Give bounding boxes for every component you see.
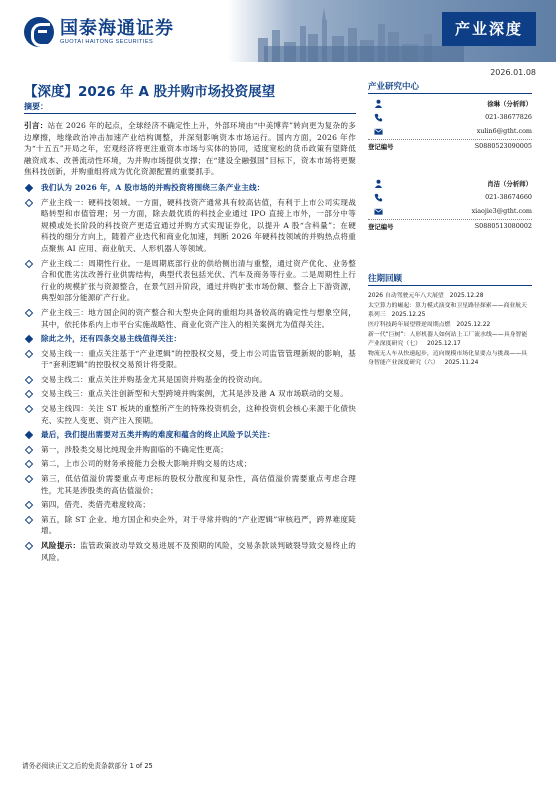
risks-heading: 最后，我们提出需要对五类并购的难度和蕴含的终止风险予以关注： bbox=[24, 429, 356, 441]
divider bbox=[24, 113, 356, 114]
divider bbox=[368, 285, 532, 286]
logo-chinese-name: 国泰海通证券 bbox=[60, 18, 174, 38]
analyst-phone: 021-38674660 bbox=[485, 193, 532, 201]
page-footer: 请务必阅读正文之后的免责条款部分 1 of 25 bbox=[22, 762, 153, 770]
past-report-item[interactable] bbox=[368, 302, 532, 320]
analyst-card bbox=[368, 178, 532, 238]
past-report-item[interactable] bbox=[368, 350, 532, 368]
past-report-date: 2025.12.17 bbox=[427, 341, 461, 347]
past-reports-list bbox=[368, 292, 532, 369]
summary-body bbox=[24, 120, 356, 563]
past-report-title: 物流无人车从快速起步，迈向规模市场化显要点与挑战——具身智能产业深度研究（六） bbox=[368, 351, 528, 366]
deal-item: 交易主线三：重点关注创新型和大型跨境并购案例，尤其是涉及港 A 双市场联动的交易。 bbox=[24, 388, 356, 400]
analyst-name: 徐琳（分析师） bbox=[487, 100, 532, 108]
past-report-title: 太空算力的崛起：算力模式演变和卫星路径探索——商业航天系列三 bbox=[368, 303, 528, 318]
theme-item: 产业主线一：硬科技领域。一方面，硬科技资产通常具有较高估值，有利于上市公司实现战略转型和市值管理；另一方面，除去最优质的科技企业通过 IPO 直接上市外，一部分中等规模或处长阶段的科技资产更适宜通过并购方式实现证券化，以提升 A 股“含科量”；在硬科技的细分方向上，随着产业迭代和商业化加速，判断 2026 年硬科技领域的并购热点将重点聚焦 AI 应用、商业航天、人形机器人等领域。 bbox=[24, 197, 356, 255]
header-banner bbox=[228, 0, 556, 62]
report-header bbox=[0, 0, 556, 62]
past-report-item[interactable] bbox=[368, 321, 532, 330]
deal-item: 交易主线二：重点关注并购基金尤其是国资并购基金的投资动向。 bbox=[24, 374, 356, 386]
analyst-email[interactable]: xiaojie3@gtht.com bbox=[471, 207, 532, 215]
risk-warning-lead: 风险提示： bbox=[41, 541, 81, 550]
report-date: 2026.01.08 bbox=[490, 68, 536, 77]
email-icon bbox=[374, 207, 383, 216]
past-reports-heading: 往期回顾 bbox=[368, 274, 403, 284]
deals-heading: 除此之外，还有四条交易主线值得关注： bbox=[24, 333, 356, 345]
registration-number: S0880513080002 bbox=[474, 222, 532, 230]
risk-item: 第二，上市公司的财务承接能力会极大影响并购交易的达成； bbox=[24, 458, 356, 470]
registration-label: 登记编号 bbox=[368, 143, 394, 151]
past-report-date: 2025.12.22 bbox=[456, 322, 491, 328]
analyst-phone: 021-38677826 bbox=[485, 113, 532, 121]
summary-label: 摘要： bbox=[24, 102, 48, 111]
analyst-email[interactable]: xulin6@gtht.com bbox=[476, 127, 532, 135]
intro-text: 站在 2026 年的起点，全球经济不确定性上升，外部环境由“中美博弈”转向更为复杂的多边摩擦，地缘政治冲击加速产业结构调整，并深刻影响资本市场运行。国内方面，2026 年作为“十五五”开局之年，宏观经济将更注重资本市场与实体的协同，适度宽松的货币政策有望降低融资成本、改善流动性环境，为并购市场提供支撑；在“建设全融强国”目标下，资本市场将更聚焦科技创新，并购重组将成为优化资源配置的重要抓手。 bbox=[24, 121, 357, 177]
past-report-date: 2025.11.24 bbox=[444, 360, 479, 366]
risk-warning bbox=[24, 540, 356, 563]
registration-label: 登记编号 bbox=[368, 223, 394, 231]
theme-item: 产业主线三：地方国企间的资产整合和大型央企间的重组均具备较高的确定性与想象空间，其中，依托体系内上市平台实施战略性、商业化资产注入的相关案例尤为值得关注。 bbox=[24, 307, 356, 330]
report-type-label: 产业深度 bbox=[442, 12, 536, 46]
past-report-item[interactable] bbox=[368, 292, 532, 301]
divider bbox=[368, 93, 532, 94]
report-title: 【深度】2026 年 A 股并购市场投资展望 bbox=[24, 84, 276, 100]
risk-item: 第三，低估值溢价需要重点考虑标的股权分散度和复杂性，高估值溢价需要重点考虑合理性，尤其是涉股类的高估值溢价； bbox=[24, 473, 356, 496]
theme-item: 产业主线二：周期性行业。一是周期底部行业的供给侧出清与重整，通过资产优化、业务整合和优胜劣汰改善行业供需结构，典型代表包括光伏、汽车及商务等行业。二是周期性上行行业的规模扩张与资源整合，在景气回升阶段，通过并购扩张市场份额、整合上下游资源，典型如部分能源矿产行业。 bbox=[24, 258, 356, 304]
research-center-heading: 产业研究中心 bbox=[368, 82, 420, 92]
email-icon bbox=[374, 127, 383, 136]
deal-item: 交易主线四：关注 ST 板块的重整所产生的特殊投资机会，这种投资机会核心来源于化债快充、实控人变更、资产注入预期。 bbox=[24, 403, 356, 426]
logo-mark-icon bbox=[24, 17, 54, 47]
phone-icon bbox=[374, 193, 383, 202]
risk-item: 第四，借壳、类借壳难度较高； bbox=[24, 499, 356, 511]
past-report-date: 2025.12.25 bbox=[391, 312, 426, 318]
logo-english-name: GUOTAI HAITONG SECURITIES bbox=[60, 39, 154, 45]
deal-item: 交易主线一：重点关注基于“产业逻辑”的控股权交易，受上市公司监管管理新规的影响，基于“套利逻辑”的控股权交易预计将受限。 bbox=[24, 348, 356, 371]
analyst-card bbox=[368, 98, 532, 158]
analyst-name: 肖洁（分析师） bbox=[487, 180, 532, 188]
registration-number: S0880523090005 bbox=[474, 142, 532, 150]
person-icon bbox=[374, 99, 383, 108]
company-logo bbox=[24, 17, 174, 47]
intro-paragraph bbox=[24, 120, 356, 178]
past-report-title: 2026 自动驾驶元年八大展望 bbox=[368, 293, 444, 299]
dotted-divider bbox=[368, 219, 532, 220]
intro-lead: 引言： bbox=[24, 121, 48, 130]
risk-warning-text: 监管政策波动导致交易进展不及预期的风险，交易条款谈判破裂导致交易终止的风险。 bbox=[41, 541, 357, 562]
past-report-title: 医疗科技跨年展望暨逆周期点燃 bbox=[368, 322, 451, 328]
risk-item: 第五，除 ST 企业、地方国企和央企外，对于寻常并购的“产业逻辑”审核趋严，跨界难度陡增。 bbox=[24, 514, 356, 537]
person-icon bbox=[374, 179, 383, 188]
dotted-divider bbox=[368, 139, 532, 140]
risk-item: 第一，涉股类交易比纯现金并购面临的不确定性更高； bbox=[24, 444, 356, 456]
phone-icon bbox=[374, 113, 383, 122]
themes-heading: 我们认为 2026 年，A 股市场的并购投资将围绕三条产业主线： bbox=[24, 182, 356, 194]
past-report-title: 新一代“巨树”：人形机器人如何站上工厂流水线——具身智能产业深度研究（七） bbox=[368, 332, 528, 347]
past-report-item[interactable] bbox=[368, 331, 532, 349]
past-report-date: 2025.12.28 bbox=[449, 293, 484, 299]
